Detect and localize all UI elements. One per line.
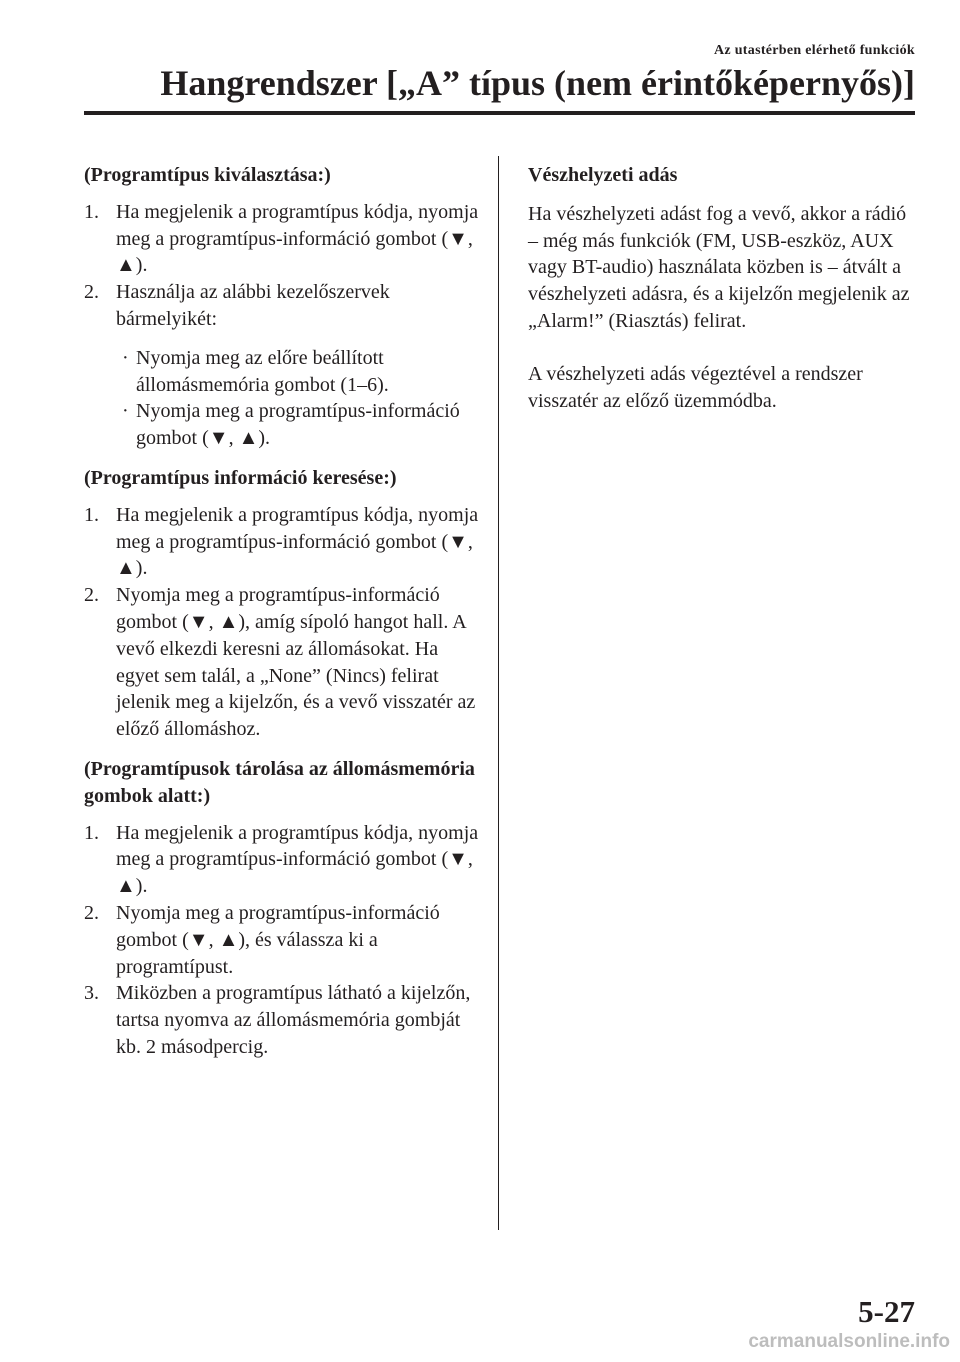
- step-text: Miközben a programtípus látható a kijelzőn, tartsa nyomva az állomásmemória gombját kb. 2 másodpercig.: [116, 982, 471, 1058]
- subheading-store: (Programtípusok tárolása az állomásmemória gombok alatt:): [84, 757, 475, 807]
- bullet-item: [116, 345, 479, 399]
- bullet-list: [116, 345, 479, 452]
- watermark: carmanualsonline.info: [748, 1331, 950, 1352]
- steps-store: [84, 820, 479, 1061]
- left-column: [84, 162, 479, 1061]
- step-number: 3.: [84, 982, 99, 1005]
- steps-search: [84, 502, 479, 743]
- steps-select: [84, 199, 479, 452]
- list-item: [84, 279, 479, 452]
- bullet-text: Nyomja meg az előre beállított állomásmemória gombot (1–6).: [136, 346, 389, 396]
- step-number: 1.: [84, 821, 99, 844]
- step-text: Nyomja meg a programtípus-információ gombot (▼, ▲), és válassza ki a programtípust.: [116, 901, 440, 978]
- subheading-select: (Programtípus kiválasztása:): [84, 164, 331, 186]
- list-item: [84, 900, 479, 980]
- header-rule: [84, 111, 915, 115]
- right-column: [528, 162, 918, 414]
- list-item: [84, 582, 479, 743]
- list-item: [84, 820, 479, 900]
- list-item: [84, 199, 479, 279]
- page-title: Hangrendszer [„A” típus (nem érintőképernyős)]: [160, 63, 915, 103]
- step-text: Ha megjelenik a programtípus kódja, nyomja meg a programtípus-információ gombot (▼, ▲).: [116, 200, 479, 277]
- step-number: 2.: [84, 901, 99, 924]
- bullet-dot: ·: [122, 400, 129, 423]
- section-header: Az utastérben elérhető funkciók: [714, 43, 915, 58]
- step-text: Ha megjelenik a programtípus kódja, nyomja meg a programtípus-információ gombot (▼, ▲).: [116, 503, 479, 580]
- step-number: 2.: [84, 281, 99, 304]
- step-text: Nyomja meg a programtípus-információ gombot (▼, ▲), amíg sípoló hangot hall. A vevő elkezdi keresni az állomásokat. Ha egyet sem talál, a „None” (Nincs) felirat jelenik meg a kijelzőn, és a vevő visszatér az előző állomáshoz.: [116, 584, 476, 741]
- column-divider: [498, 156, 499, 1230]
- bullet-dot: ·: [122, 346, 129, 369]
- subheading-emergency: Vészhelyzeti adás: [528, 164, 678, 186]
- paragraph: A vészhelyzeti adás végeztével a rendszer visszatér az előző üzemmódba.: [528, 362, 863, 412]
- step-number: 1.: [84, 200, 99, 223]
- step-text: Ha megjelenik a programtípus kódja, nyomja meg a programtípus-információ gombot (▼, ▲).: [116, 821, 479, 898]
- step-number: 2.: [84, 584, 99, 607]
- page-number: 5-27: [858, 1294, 915, 1329]
- list-item: [84, 980, 479, 1060]
- step-text-main: Használja az alábbi kezelőszervek bármelyikét:: [116, 281, 390, 330]
- paragraph: Ha vészhelyzeti adást fog a vevő, akkor a rádió – még más funkciók (FM, USB-eszköz, AUX vagy BT-audio) használata közben is – átvált a vészhelyzeti adásra, és a kijelzőn megjelenik az „Alarm!” (Riasztás) felirat.: [528, 202, 910, 332]
- step-text: [116, 279, 479, 452]
- subheading-search: (Programtípus információ keresése:): [84, 466, 397, 489]
- bullet-item: [116, 398, 479, 452]
- bullet-text: Nyomja meg a programtípus-információ gombot (▼, ▲).: [136, 400, 460, 450]
- step-number: 1.: [84, 503, 99, 526]
- list-item: [84, 502, 479, 582]
